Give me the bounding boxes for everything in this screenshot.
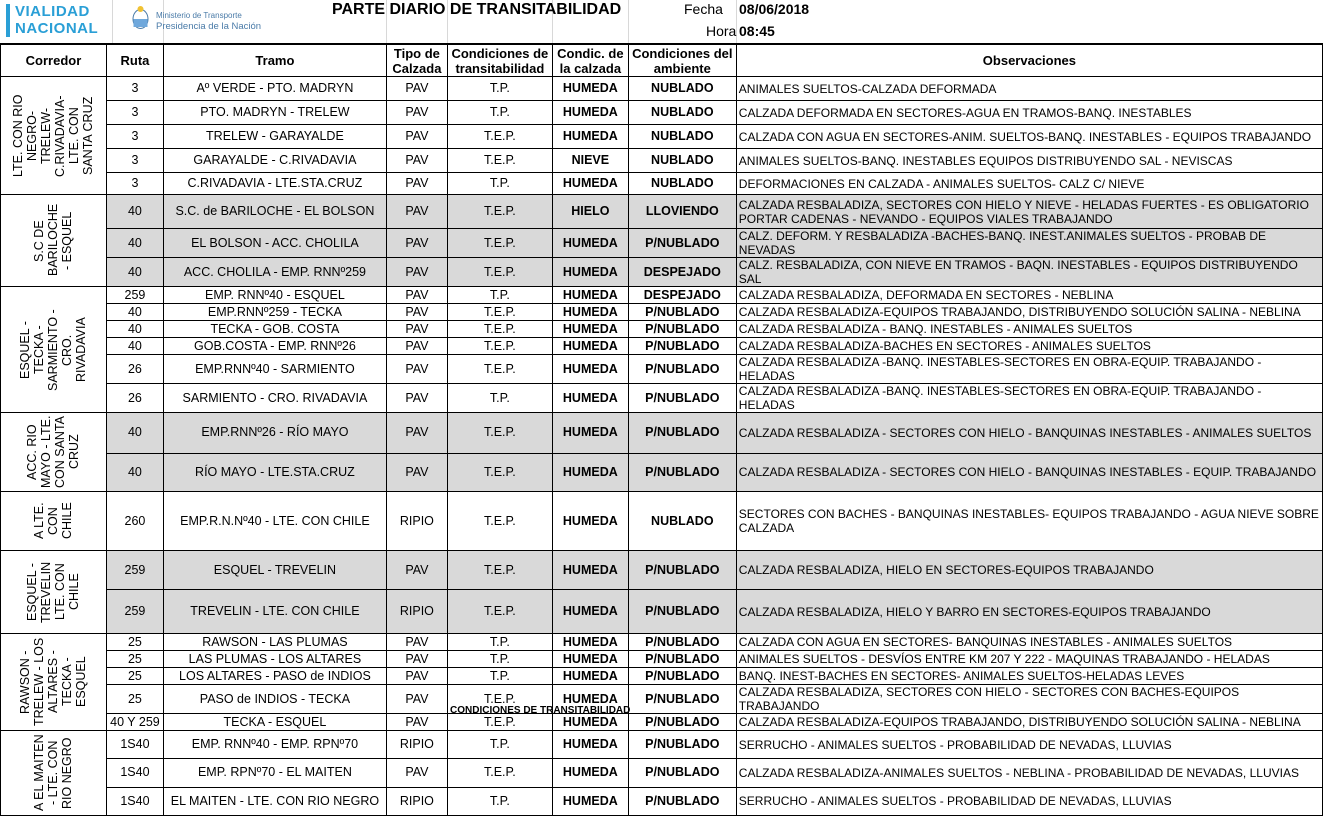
corredor-label: A EL MAITEN - LTE. CON RIO NEGRO xyxy=(32,734,75,812)
transitabilidad-cell: T.E.P. xyxy=(447,355,552,384)
ruta-cell: 26 xyxy=(106,384,163,413)
ambiente-cell: NUBLADO xyxy=(628,125,736,149)
corredor-cell xyxy=(1,287,107,413)
ruta-cell: 40 xyxy=(106,453,163,491)
table-row xyxy=(1,195,1323,229)
table-row xyxy=(1,258,1323,287)
observaciones-cell: CALZADA CON AGUA EN SECTORES- BANQUINAS INESTABLES - ANIMALES SUELTOS xyxy=(736,634,1322,651)
transitability-table xyxy=(0,44,1323,816)
transitabilidad-cell: T.E.P. xyxy=(447,258,552,287)
observaciones-cell: CALZADA RESBALADIZA-EQUIPOS TRABAJANDO, DISTRIBUYENDO SOLUCIÓN SALINA - NEBLINA xyxy=(736,304,1322,321)
table-row xyxy=(1,77,1323,101)
observaciones-cell: CALZADA RESBALADIZA, DEFORMADA EN SECTORES - NEBLINA xyxy=(736,287,1322,304)
condic-calzada-cell: HUMEDA xyxy=(552,634,628,651)
transitabilidad-cell: T.E.P. xyxy=(447,551,552,590)
vialidad-logo xyxy=(0,0,112,43)
ruta-cell: 259 xyxy=(106,551,163,590)
tramo-cell: TECKA - GOB. COSTA xyxy=(163,321,386,338)
corredor-cell xyxy=(1,731,107,816)
fecha-value: 08/06/2018 xyxy=(739,1,810,17)
observaciones-cell: CALZ. RESBALADIZA, CON NIEVE EN TRAMOS - BAQN. INESTABLES - EQUIPOS DISTRIBUYENDO SAL xyxy=(736,258,1322,287)
ruta-cell: 3 xyxy=(106,77,163,101)
ambiente-cell: P/NUBLADO xyxy=(628,551,736,590)
corredor-label: RAWSON - TRELEW - LOS ALTARES - TECKA - ESQUEL xyxy=(18,637,89,727)
tipo-calzada-cell: PAV xyxy=(386,125,447,149)
condic-calzada-cell: HUMEDA xyxy=(552,229,628,258)
ruta-cell: 40 xyxy=(106,413,163,454)
corredor-label: LTE. CON RIO NEGRO-TRELEW-C.RIVADAVIA-LTE. CON SANTA CRUZ xyxy=(11,94,96,177)
national-seal-icon xyxy=(132,5,149,30)
col-corredor: Corredor xyxy=(1,45,107,77)
condic-calzada-cell: HUMEDA xyxy=(552,258,628,287)
ambiente-cell: P/NUBLADO xyxy=(628,685,736,714)
condic-calzada-cell: HUMEDA xyxy=(552,77,628,101)
table-row xyxy=(1,229,1323,258)
transitabilidad-cell: T.P. xyxy=(447,287,552,304)
tramo-cell: LAS PLUMAS - LOS ALTARES xyxy=(163,651,386,668)
tipo-calzada-cell: PAV xyxy=(386,759,447,787)
corredor-cell xyxy=(1,413,107,492)
ministry-line2: Presidencia de la Nación xyxy=(156,21,262,32)
corredor-label: A LTE. CON CHILE xyxy=(32,502,75,540)
tipo-calzada-cell: RIPIO xyxy=(386,590,447,634)
ministry-line1: Ministerio de Transporte xyxy=(156,11,242,20)
observaciones-cell: SECTORES CON BACHES - BANQUINAS INESTABLES- EQUIPOS TRABAJANDO - AGUA NIEVE SOBRE CALZADA xyxy=(736,492,1322,551)
observaciones-cell: DEFORMACIONES EN CALZADA - ANIMALES SUELTOS- CALZ C/ NIEVE xyxy=(736,173,1322,195)
logo-line1: VIALIDAD xyxy=(15,3,90,20)
condic-calzada-cell: HUMEDA xyxy=(552,287,628,304)
ambiente-cell: P/NUBLADO xyxy=(628,453,736,491)
ambiente-cell: P/NUBLADO xyxy=(628,731,736,759)
logo-line2: NACIONAL xyxy=(15,20,99,37)
transitabilidad-cell: T.E.P. xyxy=(447,125,552,149)
page-title: PARTE DIARIO DE TRANSITABILIDAD xyxy=(332,1,622,18)
transitabilidad-cell: T.E.P. xyxy=(447,195,552,229)
tramo-cell: C.RIVADAVIA - LTE.STA.CRUZ xyxy=(163,173,386,195)
tipo-calzada-cell: RIPIO xyxy=(386,787,447,815)
ambiente-cell: P/NUBLADO xyxy=(628,759,736,787)
ruta-cell: 25 xyxy=(106,651,163,668)
transitabilidad-cell: T.P. xyxy=(447,731,552,759)
tipo-calzada-cell: PAV xyxy=(386,355,447,384)
observaciones-cell: ANIMALES SUELTOS-BANQ. INESTABLES EQUIPOS DISTRIBUYENDO SAL - NEVISCAS xyxy=(736,149,1322,173)
col-ambiente: Condiciones del ambiente xyxy=(628,45,736,77)
tipo-calzada-cell: PAV xyxy=(386,338,447,355)
tramo-cell: LOS ALTARES - PASO de INDIOS xyxy=(163,668,386,685)
table-row xyxy=(1,634,1323,651)
ambiente-cell: P/NUBLADO xyxy=(628,338,736,355)
col-tramo: Tramo xyxy=(163,45,386,77)
transitabilidad-cell: T.E.P. xyxy=(447,590,552,634)
tramo-cell: EL MAITEN - LTE. CON RIO NEGRO xyxy=(163,787,386,815)
table-row xyxy=(1,321,1323,338)
corredor-label: ESQUEL - TECKA - SARMIENTO - CRO. RIVADAVIA xyxy=(18,308,89,391)
ruta-cell: 40 xyxy=(106,321,163,338)
condic-calzada-cell: HUMEDA xyxy=(552,651,628,668)
report-header xyxy=(0,0,1323,43)
transitabilidad-cell: T.E.P. xyxy=(447,685,552,714)
hora-value: 08:45 xyxy=(739,23,775,39)
condic-calzada-cell: HUMEDA xyxy=(552,413,628,454)
observaciones-cell: CALZADA RESBALADIZA - SECTORES CON HIELO - BANQUINAS INESTABLES - EQUIP. TRABAJANDO xyxy=(736,453,1322,491)
table-row xyxy=(1,173,1323,195)
observaciones-cell: CALZADA RESBALADIZA-EQUIPOS TRABAJANDO, DISTRIBUYENDO SOLUCIÓN SALINA - NEBLINA xyxy=(736,714,1322,731)
tramo-cell: EMP. RNNº40 - ESQUEL xyxy=(163,287,386,304)
tipo-calzada-cell: RIPIO xyxy=(386,492,447,551)
table-row xyxy=(1,304,1323,321)
tramo-cell: EMP. RNNº40 - EMP. RPNº70 xyxy=(163,731,386,759)
hora-label: Hora xyxy=(706,23,737,39)
col-ruta: Ruta xyxy=(106,45,163,77)
observaciones-cell: CALZADA RESBALADIZA-BACHES EN SECTORES - ANIMALES SUELTOS xyxy=(736,338,1322,355)
condic-calzada-cell: HUMEDA xyxy=(552,492,628,551)
ruta-cell: 259 xyxy=(106,590,163,634)
table-row xyxy=(1,731,1323,759)
table-row xyxy=(1,685,1323,714)
transitabilidad-cell: T.P. xyxy=(447,101,552,125)
condic-calzada-cell: HUMEDA xyxy=(552,384,628,413)
tipo-calzada-cell: PAV xyxy=(386,714,447,731)
tramo-cell: EMP.RNNº40 - SARMIENTO xyxy=(163,355,386,384)
corredor-cell xyxy=(1,77,107,195)
table-row xyxy=(1,551,1323,590)
condic-calzada-cell: HUMEDA xyxy=(552,731,628,759)
transitabilidad-cell: T.P. xyxy=(447,651,552,668)
ambiente-cell: P/NUBLADO xyxy=(628,304,736,321)
table-row xyxy=(1,287,1323,304)
ruta-cell: 40 xyxy=(106,338,163,355)
ambiente-cell: P/NUBLADO xyxy=(628,384,736,413)
transitabilidad-cell: T.P. xyxy=(447,384,552,413)
condic-calzada-cell: NIEVE xyxy=(552,149,628,173)
ruta-cell: 3 xyxy=(106,149,163,173)
observaciones-cell: CALZADA RESBALADIZA, HIELO Y BARRO EN SECTORES-EQUIPOS TRABAJANDO xyxy=(736,590,1322,634)
tipo-calzada-cell: PAV xyxy=(386,229,447,258)
tramo-cell: EMP.RNNº259 - TECKA xyxy=(163,304,386,321)
corredor-cell xyxy=(1,195,107,287)
tramo-cell: RAWSON - LAS PLUMAS xyxy=(163,634,386,651)
fecha-label: Fecha xyxy=(684,1,723,17)
transitabilidad-cell: T.P. xyxy=(447,668,552,685)
table-row xyxy=(1,125,1323,149)
tipo-calzada-cell: PAV xyxy=(386,195,447,229)
tramo-cell: ACC. CHOLILA - EMP. RNNº259 xyxy=(163,258,386,287)
tipo-calzada-cell: PAV xyxy=(386,651,447,668)
ruta-cell: 25 xyxy=(106,668,163,685)
table-row xyxy=(1,714,1323,731)
ruta-cell: 3 xyxy=(106,173,163,195)
tramo-cell: TRELEW - GARAYALDE xyxy=(163,125,386,149)
transitabilidad-cell: T.P. xyxy=(447,787,552,815)
ruta-cell: 3 xyxy=(106,101,163,125)
transitabilidad-cell: T.E.P. xyxy=(447,492,552,551)
corredor-cell xyxy=(1,492,107,551)
transitabilidad-cell: T.E.P. xyxy=(447,338,552,355)
observaciones-cell: CALZADA DEFORMADA EN SECTORES-AGUA EN TRAMOS-BANQ. INESTABLES xyxy=(736,101,1322,125)
observaciones-cell: CALZADA RESBALADIZA - SECTORES CON HIELO - BANQUINAS INESTABLES - ANIMALES SUELTOS xyxy=(736,413,1322,454)
tramo-cell: EMP.R.N.Nº40 - LTE. CON CHILE xyxy=(163,492,386,551)
tipo-calzada-cell: PAV xyxy=(386,101,447,125)
table-row xyxy=(1,149,1323,173)
transitabilidad-cell: T.P. xyxy=(447,634,552,651)
ambiente-cell: P/NUBLADO xyxy=(628,413,736,454)
condic-calzada-cell: HUMEDA xyxy=(552,125,628,149)
tipo-calzada-cell: PAV xyxy=(386,634,447,651)
corredor-cell xyxy=(1,551,107,634)
condic-calzada-cell: HIELO xyxy=(552,195,628,229)
ambiente-cell: LLOVIENDO xyxy=(628,195,736,229)
observaciones-cell: CALZADA RESBALADIZA, SECTORES CON HIELO Y NIEVE - HELADAS FUERTES - ES OBLIGATORIO PORTAR CADENAS - NEVANDO - EQUIPOS VIALES TRABAJANDO xyxy=(736,195,1322,229)
transitabilidad-cell: T.P. xyxy=(447,173,552,195)
ministry-logo xyxy=(132,5,262,35)
tipo-calzada-cell: PAV xyxy=(386,321,447,338)
table-row xyxy=(1,787,1323,815)
tramo-cell: EMP.RNNº26 - RÍO MAYO xyxy=(163,413,386,454)
condic-calzada-cell: HUMEDA xyxy=(552,355,628,384)
condic-calzada-cell: HUMEDA xyxy=(552,453,628,491)
tipo-calzada-cell: PAV xyxy=(386,287,447,304)
tramo-cell: EL BOLSON - ACC. CHOLILA xyxy=(163,229,386,258)
table-row xyxy=(1,759,1323,787)
condic-calzada-cell: HUMEDA xyxy=(552,321,628,338)
condic-calzada-cell: HUMEDA xyxy=(552,304,628,321)
tramo-cell: RÍO MAYO - LTE.STA.CRUZ xyxy=(163,453,386,491)
tipo-calzada-cell: PAV xyxy=(386,685,447,714)
table-row xyxy=(1,492,1323,551)
observaciones-cell: CALZADA RESBALADIZA -BANQ. INESTABLES-SECTORES EN OBRA-EQUIP. TRABAJANDO - HELADAS xyxy=(736,355,1322,384)
tramo-cell: SARMIENTO - CRO. RIVADAVIA xyxy=(163,384,386,413)
table-row xyxy=(1,453,1323,491)
transitabilidad-cell: T.E.P. xyxy=(447,714,552,731)
ambiente-cell: P/NUBLADO xyxy=(628,787,736,815)
ruta-cell: 260 xyxy=(106,492,163,551)
ambiente-cell: NUBLADO xyxy=(628,101,736,125)
observaciones-cell: SERRUCHO - ANIMALES SUELTOS - PROBABILIDAD DE NEVADAS, LLUVIAS xyxy=(736,731,1322,759)
transitabilidad-cell: T.E.P. xyxy=(447,453,552,491)
table-row xyxy=(1,413,1323,454)
observaciones-cell: ANIMALES SUELTOS-CALZADA DEFORMADA xyxy=(736,77,1322,101)
tramo-cell: Aº VERDE - PTO. MADRYN xyxy=(163,77,386,101)
ruta-cell: 40 xyxy=(106,229,163,258)
transitabilidad-cell: T.E.P. xyxy=(447,759,552,787)
col-condic-calzada: Condic. de la calzada xyxy=(552,45,628,77)
col-transitabilidad: Condiciones de transitabilidad xyxy=(447,45,552,77)
condic-calzada-cell: HUMEDA xyxy=(552,714,628,731)
transitabilidad-cell: T.E.P. xyxy=(447,413,552,454)
tipo-calzada-cell: PAV xyxy=(386,453,447,491)
tramo-cell: EMP. RPNº70 - EL MAITEN xyxy=(163,759,386,787)
condic-calzada-cell: HUMEDA xyxy=(552,101,628,125)
col-observaciones: Observaciones xyxy=(736,45,1322,77)
ruta-cell: 40 xyxy=(106,195,163,229)
tramo-cell: TECKA - ESQUEL xyxy=(163,714,386,731)
ruta-cell: 40 Y 259 xyxy=(106,714,163,731)
ambiente-cell: NUBLADO xyxy=(628,173,736,195)
table-row xyxy=(1,384,1323,413)
observaciones-cell: BANQ. INEST-BACHES EN SECTORES- ANIMALES SUELTOS-HELADAS LEVES xyxy=(736,668,1322,685)
tipo-calzada-cell: PAV xyxy=(386,413,447,454)
header-row xyxy=(1,45,1323,77)
ambiente-cell: P/NUBLADO xyxy=(628,668,736,685)
observaciones-cell: ANIMALES SUELTOS - DESVÍOS ENTRE KM 207 Y 222 - MAQUINAS TRABAJANDO - HELADAS xyxy=(736,651,1322,668)
ambiente-cell: NUBLADO xyxy=(628,492,736,551)
tipo-calzada-cell: PAV xyxy=(386,173,447,195)
ambiente-cell: DESPEJADO xyxy=(628,258,736,287)
tipo-calzada-cell: PAV xyxy=(386,668,447,685)
tramo-cell: S.C. de BARILOCHE - EL BOLSON xyxy=(163,195,386,229)
table-row xyxy=(1,668,1323,685)
tramo-cell: ESQUEL - TREVELIN xyxy=(163,551,386,590)
ruta-cell: 25 xyxy=(106,634,163,651)
corredor-label: ACC. RIO MAYO - LTE. CON SANTA CRUZ xyxy=(25,415,82,489)
ambiente-cell: NUBLADO xyxy=(628,149,736,173)
tipo-calzada-cell: PAV xyxy=(386,77,447,101)
transitabilidad-cell: T.E.P. xyxy=(447,149,552,173)
ruta-cell: 259 xyxy=(106,287,163,304)
observaciones-cell: CALZADA CON AGUA EN SECTORES-ANIM. SUELTOS-BANQ. INESTABLES - EQUIPOS TRABAJANDO xyxy=(736,125,1322,149)
condic-calzada-cell: HUMEDA xyxy=(552,759,628,787)
tipo-calzada-cell: PAV xyxy=(386,149,447,173)
condic-calzada-cell: HUMEDA xyxy=(552,685,628,714)
tramo-cell: TREVELIN - LTE. CON CHILE xyxy=(163,590,386,634)
ambiente-cell: P/NUBLADO xyxy=(628,229,736,258)
ruta-cell: 26 xyxy=(106,355,163,384)
ruta-cell: 25 xyxy=(106,685,163,714)
condic-calzada-cell: HUMEDA xyxy=(552,173,628,195)
table-row xyxy=(1,355,1323,384)
col-tipo-calzada: Tipo de Calzada xyxy=(386,45,447,77)
ambiente-cell: P/NUBLADO xyxy=(628,321,736,338)
observaciones-cell: CALZADA RESBALADIZA, SECTORES CON HIELO - SECTORES CON BACHES-EQUIPOS TRABAJANDO xyxy=(736,685,1322,714)
observaciones-cell: CALZADA RESBALADIZA -BANQ. INESTABLES-SECTORES EN OBRA-EQUIP. TRABAJANDO - HELADAS xyxy=(736,384,1322,413)
tramo-cell: PTO. MADRYN - TRELEW xyxy=(163,101,386,125)
tipo-calzada-cell: RIPIO xyxy=(386,731,447,759)
footer-label: CONDICIONES DE TRANSITABILIDAD xyxy=(450,705,631,716)
ambiente-cell: P/NUBLADO xyxy=(628,714,736,731)
ruta-cell: 40 xyxy=(106,304,163,321)
ambiente-cell: NUBLADO xyxy=(628,77,736,101)
observaciones-cell: CALZADA RESBALADIZA - BANQ. INESTABLES - ANIMALES SUELTOS xyxy=(736,321,1322,338)
ambiente-cell: P/NUBLADO xyxy=(628,634,736,651)
tramo-cell: GOB.COSTA - EMP. RNNº26 xyxy=(163,338,386,355)
table-row xyxy=(1,651,1323,668)
condic-calzada-cell: HUMEDA xyxy=(552,338,628,355)
ruta-cell: 40 xyxy=(106,258,163,287)
table-row xyxy=(1,338,1323,355)
tipo-calzada-cell: PAV xyxy=(386,304,447,321)
observaciones-cell: CALZADA RESBALADIZA, HIELO EN SECTORES-EQUIPOS TRABAJANDO xyxy=(736,551,1322,590)
ruta-cell: 1S40 xyxy=(106,787,163,815)
ambiente-cell: P/NUBLADO xyxy=(628,590,736,634)
tipo-calzada-cell: PAV xyxy=(386,384,447,413)
tramo-cell: PASO de INDIOS - TECKA xyxy=(163,685,386,714)
transitabilidad-cell: T.E.P. xyxy=(447,304,552,321)
observaciones-cell: SERRUCHO - ANIMALES SUELTOS - PROBABILIDAD DE NEVADAS, LLUVIAS xyxy=(736,787,1322,815)
corredor-label: ESQUEL - TREVELIN LTE. CON CHILE xyxy=(25,561,82,623)
ambiente-cell: DESPEJADO xyxy=(628,287,736,304)
table-row xyxy=(1,101,1323,125)
ambiente-cell: P/NUBLADO xyxy=(628,355,736,384)
ruta-cell: 3 xyxy=(106,125,163,149)
corredor-cell xyxy=(1,634,107,731)
tipo-calzada-cell: PAV xyxy=(386,258,447,287)
corredor-label: S.C DE BARILOCHE - ESQUEL xyxy=(32,203,75,276)
transitabilidad-cell: T.E.P. xyxy=(447,321,552,338)
condic-calzada-cell: HUMEDA xyxy=(552,551,628,590)
ruta-cell: 1S40 xyxy=(106,731,163,759)
tramo-cell: GARAYALDE - C.RIVADAVIA xyxy=(163,149,386,173)
ambiente-cell: P/NUBLADO xyxy=(628,651,736,668)
observaciones-cell: CALZ. DEFORM. Y RESBALADIZA -BACHES-BANQ. INEST.ANIMALES SUELTOS - PROBAB DE NEVADAS xyxy=(736,229,1322,258)
transitabilidad-cell: T.E.P. xyxy=(447,229,552,258)
ruta-cell: 1S40 xyxy=(106,759,163,787)
table-row xyxy=(1,590,1323,634)
condic-calzada-cell: HUMEDA xyxy=(552,668,628,685)
condic-calzada-cell: HUMEDA xyxy=(552,787,628,815)
observaciones-cell: CALZADA RESBALADIZA-ANIMALES SUELTOS - NEBLINA - PROBABILIDAD DE NEVADAS, LLUVIAS xyxy=(736,759,1322,787)
condic-calzada-cell: HUMEDA xyxy=(552,590,628,634)
transitabilidad-cell: T.P. xyxy=(447,77,552,101)
tipo-calzada-cell: PAV xyxy=(386,551,447,590)
